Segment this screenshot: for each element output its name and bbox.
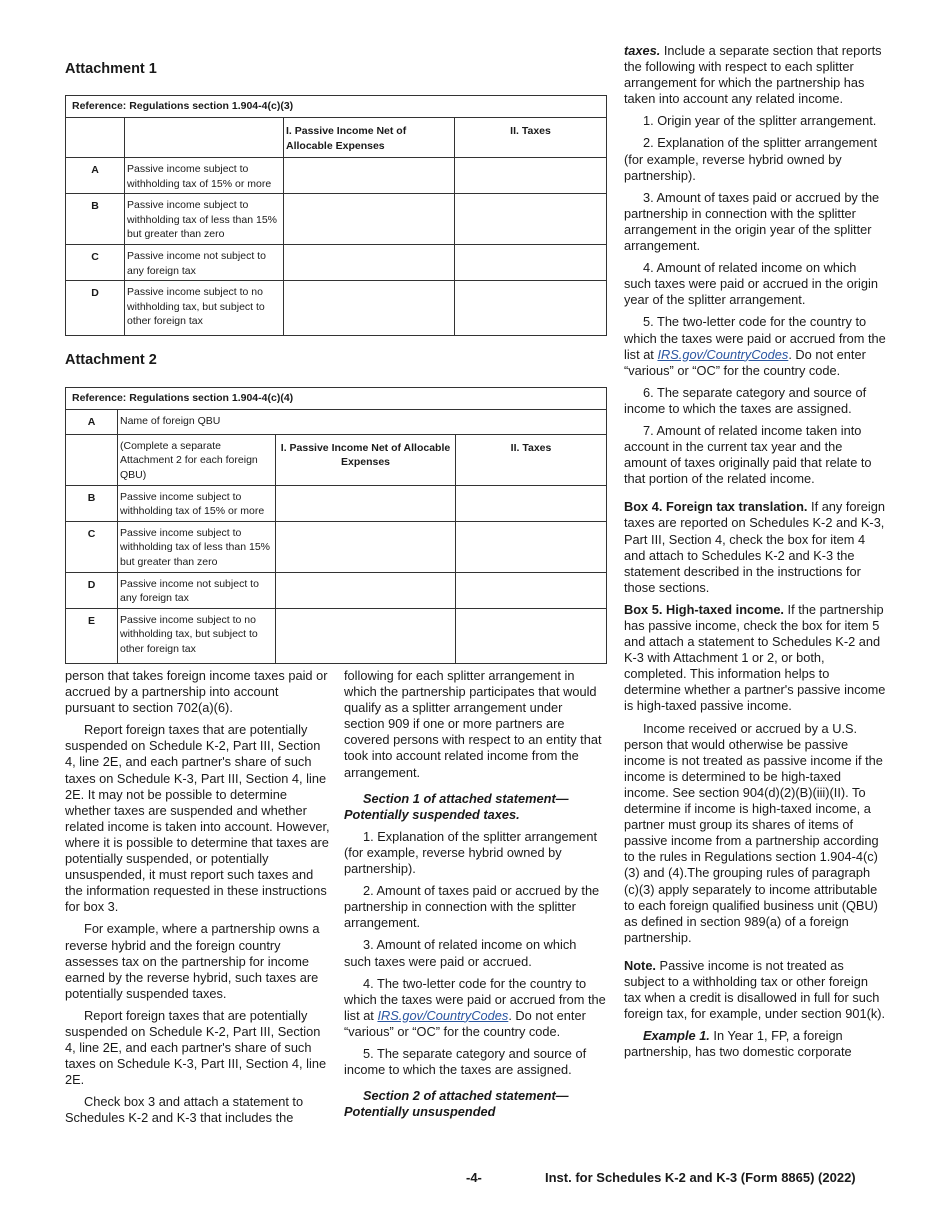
taxes-entry-cell[interactable] xyxy=(456,608,607,663)
box-5-heading: Box 5. High-taxed income. xyxy=(624,601,784,617)
section-1-heading: Section 1 of attached statement—Potentially suspended taxes. xyxy=(344,790,569,822)
row-description: Passive income subject to withholding tax of less than 15% but greater than zero xyxy=(118,521,276,572)
list-item: 2. Amount of taxes paid or accrued by the partnership in connection with the splitter arrangement. xyxy=(344,883,600,931)
row-description: Passive income not subject to any foreign tax xyxy=(125,245,284,281)
item-text: 5. The two-letter code for the country to which the taxes were paid or accrued from the list at xyxy=(624,314,886,362)
row-description: Passive income subject to no withholding tax, but subject to other foreign tax xyxy=(125,281,284,336)
paragraph xyxy=(624,499,886,596)
taxes-entry-cell[interactable] xyxy=(455,194,607,245)
item-text: . Do not enter “various” or “OC” for the country code. xyxy=(624,346,866,378)
paragraph: Report foreign taxes that are potentially suspended on Schedule K-2, Part III, Section 4, line 2E, and each partner's share of such taxes on Schedule K-3, Part III, Section 4, line 2E. xyxy=(65,1007,327,1088)
taxes-entry-cell[interactable] xyxy=(455,245,607,281)
page-number: -4- xyxy=(466,1170,482,1185)
paragraph: Report foreign taxes that are potentially suspended on Schedule K-2, Part III, Section 4, line 2E, and each partner's share of such taxes on Schedule K-3, Part III, Section 4, line 2E. It may not be possible to determine whether taxes are suspended and whether related income is taken into account. However, where it is possible to determine that taxes are potentially suspended, or potentially unsuspended, it must report such taxes and the information requested in these instructions for box 3. xyxy=(65,722,330,915)
foreign-qbu-name-field[interactable]: Name of foreign QBU xyxy=(118,409,607,434)
example-heading: Example 1. xyxy=(643,1028,710,1044)
row-letter: A xyxy=(66,158,125,194)
text-column-1 xyxy=(65,668,330,1133)
text-column-2 xyxy=(344,668,606,1126)
attachment-2-table xyxy=(65,387,607,664)
list-item: 3. Amount of taxes paid or accrued by the partnership in connection with the splitter arrangement in the origin year of the splitter arrangement. xyxy=(624,189,880,254)
column-header-income: I. Passive Income Net of Allocable Expenses xyxy=(276,434,456,485)
table-row xyxy=(66,521,607,572)
table-row xyxy=(66,158,607,194)
note-heading: Note. xyxy=(624,957,656,973)
paragraph: person that takes foreign income taxes paid or accrued by a partnership into account pursuant to section 702(a)(6). xyxy=(65,668,328,716)
table-cell xyxy=(66,118,125,158)
table-row xyxy=(66,194,607,245)
taxes-entry-cell[interactable] xyxy=(456,485,607,521)
table-cell xyxy=(66,434,118,485)
list-item: 1. Origin year of the splitter arrangement. xyxy=(643,113,877,129)
taxes-entry-cell[interactable] xyxy=(455,281,607,336)
paragraph: Income received or accrued by a U.S. person that would otherwise be passive income is not treated as passive income if the income is determined to be high-taxed income. See section 904(d)(2)(B)(iii)(II). To determine if income is high-taxed income, a partner must group its shares of items of passive income from a partnership according to the rules in Regulations section 1.904-4(c)(3) and (4).The grouping rules of paragraph (c)(3) apply separately to income attributable to each foreign qualified business unit (QBU) as defined in section 989(a) of a foreign partnership. xyxy=(624,720,883,945)
row-description: Passive income subject to no withholding tax, but subject to other foreign tax xyxy=(118,608,276,663)
paragraph xyxy=(624,43,886,107)
taxes-entry-cell[interactable] xyxy=(456,521,607,572)
list-item xyxy=(624,314,886,378)
text-column-3 xyxy=(624,43,886,1066)
paragraph-text: Passive income is not treated as subject to a withholding tax or other foreign tax when a credit is disallowed in full for such foreign tax, for example, under section 901(k). xyxy=(624,957,886,1022)
row-letter: E xyxy=(66,608,118,663)
column-header-taxes: II. Taxes xyxy=(455,118,607,158)
row-letter: D xyxy=(66,281,125,336)
row-description: Passive income subject to withholding tax of less than 15% but greater than zero xyxy=(125,194,284,245)
list-item: 6. The separate category and source of income to which the taxes are assigned. xyxy=(624,384,867,416)
column-header-income: I. Passive Income Net of Allocable Expenses xyxy=(284,118,455,158)
footer-title: Inst. for Schedules K-2 and K-3 (Form 8865) (2022) xyxy=(545,1170,856,1185)
column-header-taxes: II. Taxes xyxy=(456,434,607,485)
income-entry-cell[interactable] xyxy=(284,245,455,281)
attachment-2-title: Attachment 2 xyxy=(65,352,157,368)
table-row xyxy=(66,485,607,521)
paragraph-text: In Year 1, FP, a foreign partnership, has two domestic corporate xyxy=(624,1028,852,1060)
row-letter: C xyxy=(66,245,125,281)
attachment-2-reference: Reference: Regulations section 1.904-4(c)(4) xyxy=(66,388,607,410)
paragraph: following for each splitter arrangement in which the partnership participates that would qualify as a splitter arrangement under section 909 if one or more partners are covered persons with respect to an entity that took into account related income from the arrangement. xyxy=(344,668,602,780)
income-entry-cell[interactable] xyxy=(276,521,456,572)
item-text: 4. The two-letter code for the country to which the taxes were paid or accrued from the list at xyxy=(344,975,606,1023)
list-item xyxy=(344,976,606,1040)
table-cell xyxy=(125,118,284,158)
row-letter: B xyxy=(66,485,118,521)
box-4-heading: Box 4. Foreign tax translation. xyxy=(624,499,808,515)
paragraph xyxy=(624,602,886,715)
row-description: Passive income subject to withholding tax of 15% or more xyxy=(125,158,284,194)
income-entry-cell[interactable] xyxy=(276,485,456,521)
list-item: 5. The separate category and source of income to which the taxes are assigned. xyxy=(344,1045,587,1078)
paragraph: Check box 3 and attach a statement to Schedules K-2 and K-3 that includes the xyxy=(65,1094,304,1126)
row-letter: C xyxy=(66,521,118,572)
attachment-1-reference: Reference: Regulations section 1.904-4(c)(3) xyxy=(66,96,607,118)
table-row xyxy=(66,245,607,281)
qbu-instruction-note: (Complete a separate Attachment 2 for each foreign QBU) xyxy=(118,434,276,485)
paragraph-text: Include a separate section that reports the following with respect to each splitter arrangement for which the partnership has taken into account any related income. xyxy=(624,43,882,107)
row-letter: B xyxy=(66,194,125,245)
paragraph xyxy=(624,1028,886,1060)
attachment-1-title: Attachment 1 xyxy=(65,61,157,77)
list-item: 4. Amount of related income on which such taxes were paid or accrued in the origin year of the splitter arrangement. xyxy=(624,260,878,308)
paragraph: For example, where a partnership owns a reverse hybrid and the foreign country assesses tax on the partnership for income earned by the reverse hybrid, such taxes are potentially suspended taxes. xyxy=(65,921,320,1001)
list-item: 2. Explanation of the splitter arrangement (for example, reverse hybrid owned by partnership). xyxy=(624,135,878,183)
income-entry-cell[interactable] xyxy=(284,158,455,194)
section-2-heading: Section 2 of attached statement—Potentially unsuspended xyxy=(344,1088,569,1120)
row-description: Passive income subject to withholding tax of 15% or more xyxy=(118,485,276,521)
country-codes-link[interactable]: IRS.gov/CountryCodes xyxy=(657,346,789,362)
table-row xyxy=(66,281,607,336)
list-item: 7. Amount of related income taken into account in the current tax year and the amount of taxes originally paid that relate to that portion of the related income. xyxy=(624,422,872,487)
section-2-heading-cont: taxes. xyxy=(624,43,661,58)
table-row xyxy=(66,572,607,608)
attachment-1-table xyxy=(65,95,607,336)
list-item: 3. Amount of related income on which such taxes were paid or accrued. xyxy=(344,937,577,969)
income-entry-cell[interactable] xyxy=(284,194,455,245)
paragraph-text: If any foreign taxes are reported on Schedules K-2 and K-3, Part III, Section 4, check the box for item 4 and attach to Schedules K-2 and K-3 the statement described in the instructions for those sections. xyxy=(624,499,886,595)
taxes-entry-cell[interactable] xyxy=(456,572,607,608)
paragraph-text: If the partnership has passive income, check the box for item 5 and attach a statement to Schedules K-2 and K-3 with Attachment 1 or 2, or both, completed. This information helps to determine whether a partner's passive income is high-taxed passive income. xyxy=(624,601,886,714)
taxes-entry-cell[interactable] xyxy=(455,158,607,194)
row-letter: A xyxy=(66,409,118,434)
item-text: . Do not enter “various” or “OC” for the country code. xyxy=(344,1007,586,1039)
income-entry-cell[interactable] xyxy=(276,572,456,608)
row-description: Passive income not subject to any foreign tax xyxy=(118,572,276,608)
income-entry-cell[interactable] xyxy=(284,281,455,336)
list-item: 1. Explanation of the splitter arrangement (for example, reverse hybrid owned by partnership). xyxy=(344,828,598,877)
row-letter: D xyxy=(66,572,118,608)
income-entry-cell[interactable] xyxy=(276,608,456,663)
country-codes-link[interactable]: IRS.gov/CountryCodes xyxy=(377,1007,509,1023)
table-row xyxy=(66,608,607,663)
paragraph xyxy=(624,958,886,1022)
